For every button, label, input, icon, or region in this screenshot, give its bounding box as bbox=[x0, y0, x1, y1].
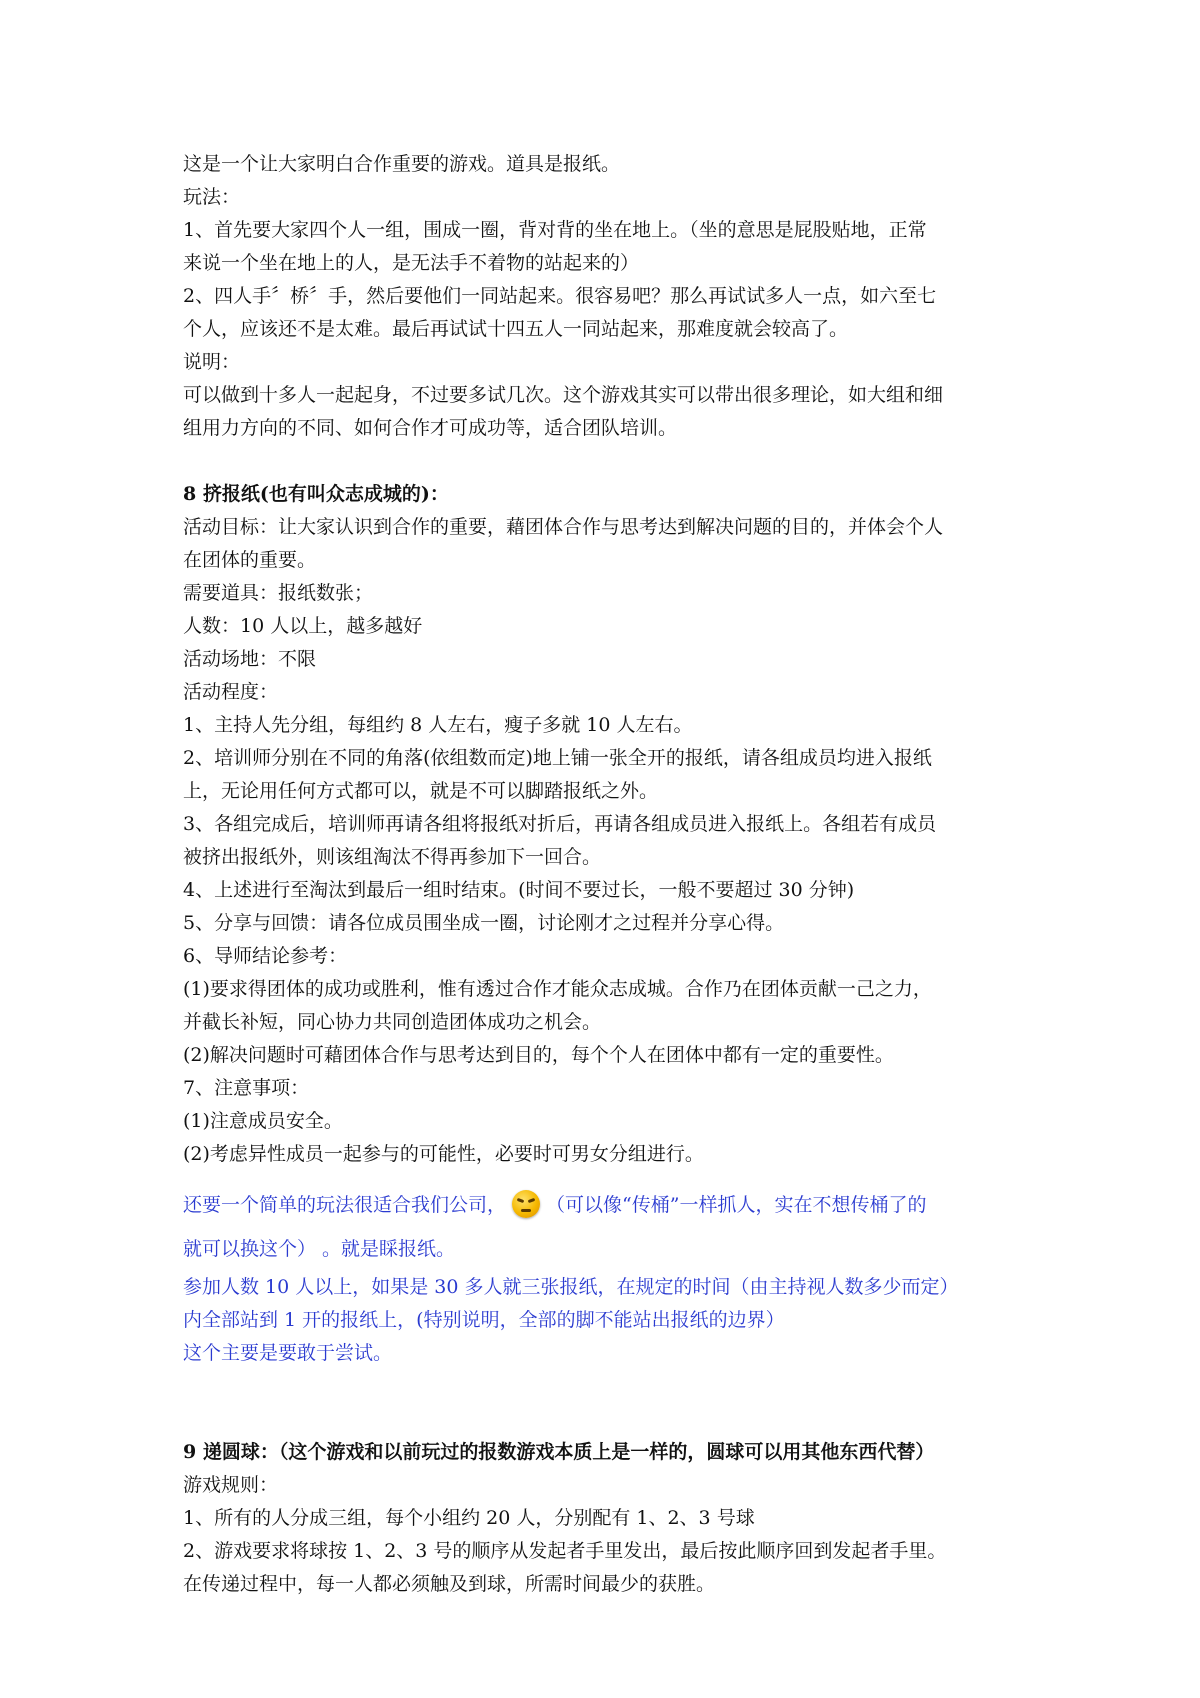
conclusion-1-a: (1)要求得团体的成功或胜利，惟有透过合作才能众志成城。合作乃在团体贡献一己之力， bbox=[183, 978, 932, 1000]
comment-line-1-a: 还要一个简单的玩法很适合我们公司， bbox=[183, 1194, 507, 1216]
comment-section bbox=[183, 1183, 1050, 1370]
intro-section bbox=[183, 148, 1050, 445]
grinning-face-icon bbox=[512, 1190, 540, 1218]
intro-line: 这是一个让大家明白合作重要的游戏。道具是报纸。 bbox=[183, 153, 621, 175]
conclusion-2: (2)解决问题时可藉团体合作与思考达到目的，每个个人在团体中都有一定的重要性。 bbox=[183, 1044, 894, 1066]
note-label: 说明： bbox=[183, 351, 241, 373]
comment-line-3: 参加人数 10 人以上，如果是 30 多人就三张报纸，在规定的时间（由主持视人数多少而定） bbox=[183, 1276, 959, 1298]
comment-line-4: 内全部站到 1 开的报纸上，(特别说明，全部的脚不能站出报纸的边界） bbox=[183, 1309, 785, 1331]
step-1-line-a: 1、首先要大家四个人一组，围成一圈，背对背的坐在地上。（坐的意思是屁股贴地，正常 bbox=[183, 219, 927, 241]
comment-line-2: 就可以换这个） 。就是睬报纸。 bbox=[183, 1238, 456, 1260]
rule-1: 1、所有的人分成三组，每个小组约 20 人，分别配有 1、2、3 号球 bbox=[183, 1507, 755, 1529]
note-line-a: 可以做到十多人一起起身，不过要多试几次。这个游戏其实可以带出很多理论，如大组和细 bbox=[183, 384, 944, 406]
play-label: 玩法： bbox=[183, 186, 241, 208]
comment-line-1 bbox=[183, 1183, 1050, 1227]
procedure-step-1: 1、主持人先分组，每组约 8 人左右，瘦子多就 10 人左右。 bbox=[183, 714, 693, 736]
rule-2-a: 2、游戏要求将球按 1、2、3 号的顺序从发起者手里发出，最后按此顺序回到发起者手里。 bbox=[183, 1540, 947, 1562]
step-2-line-b: 个人，应该还不是太难。最后再试试十四五人一同站起来，那难度就会较高了。 bbox=[183, 318, 849, 340]
step-2-line-a: 2、四人手〞桥〞手，然后要他们一同站起来。很容易吧？那么再试试多人一点，如六至七 bbox=[183, 285, 937, 307]
game-8-section bbox=[183, 478, 1050, 1171]
rules-label: 游戏规则： bbox=[183, 1474, 279, 1496]
procedure-step-5: 5、分享与回馈：请各位成员围坐成一圈，讨论刚才之过程并分享心得。 bbox=[183, 912, 785, 934]
notice-2: (2)考虑异性成员一起参与的可能性，必要时可男女分组进行。 bbox=[183, 1143, 704, 1165]
procedure-label: 活动程度： bbox=[183, 681, 279, 703]
props-line: 需要道具：报纸数张； bbox=[183, 582, 374, 604]
step-1-line-b: 来说一个坐在地上的人，是无法手不着物的站起来的） bbox=[183, 252, 640, 274]
goal-line-a: 活动目标：让大家认识到合作的重要，藉团体合作与思考达到解决问题的目的，并体会个人 bbox=[183, 516, 944, 538]
notice-1: (1)注意成员安全。 bbox=[183, 1110, 343, 1132]
people-line: 人数：10 人以上，越多越好 bbox=[183, 615, 423, 637]
goal-line-b: 在团体的重要。 bbox=[183, 549, 317, 571]
procedure-step-3-b: 被挤出报纸外，则该组淘汰不得再参加下一回合。 bbox=[183, 846, 602, 868]
conclusion-1-b: 并截长补短，同心协力共同创造团体成功之机会。 bbox=[183, 1011, 602, 1033]
game-9-section bbox=[183, 1436, 1050, 1601]
rule-2-b: 在传递过程中，每一人都必须触及到球，所需时间最少的获胜。 bbox=[183, 1573, 716, 1595]
comment-line-1-b: （可以像“传桶”一样抓人，实在不想传桶了的 bbox=[546, 1194, 927, 1216]
comment-line-5: 这个主要是要敢于尝试。 bbox=[183, 1342, 393, 1364]
procedure-step-2-a: 2、培训师分别在不同的角落(依组数而定)地上铺一张全开的报纸，请各组成员均进入报纸 bbox=[183, 747, 932, 769]
procedure-step-3-a: 3、各组完成后，培训师再请各组将报纸对折后，再请各组成员进入报纸上。各组若有成员 bbox=[183, 813, 937, 835]
procedure-step-2-b: 上，无论用任何方式都可以，就是不可以脚踏报纸之外。 bbox=[183, 780, 659, 802]
procedure-step-4: 4、上述进行至淘汰到最后一组时结束。(时间不要过长，一般不要超过 30 分钟) bbox=[183, 879, 855, 901]
note-line-b: 组用力方向的不同、如何合作才可成功等，适合团队培训。 bbox=[183, 417, 678, 439]
game-8-title: 8 挤报纸(也有叫众志成城的)： bbox=[183, 483, 449, 505]
game-9-title: 9 递圆球：（这个游戏和以前玩过的报数游戏本质上是一样的，圆球可以用其他东西代替） bbox=[183, 1441, 935, 1463]
procedure-step-6: 6、导师结论参考： bbox=[183, 945, 348, 967]
procedure-step-7: 7、注意事项： bbox=[183, 1077, 310, 1099]
venue-line: 活动场地：不限 bbox=[183, 648, 317, 670]
